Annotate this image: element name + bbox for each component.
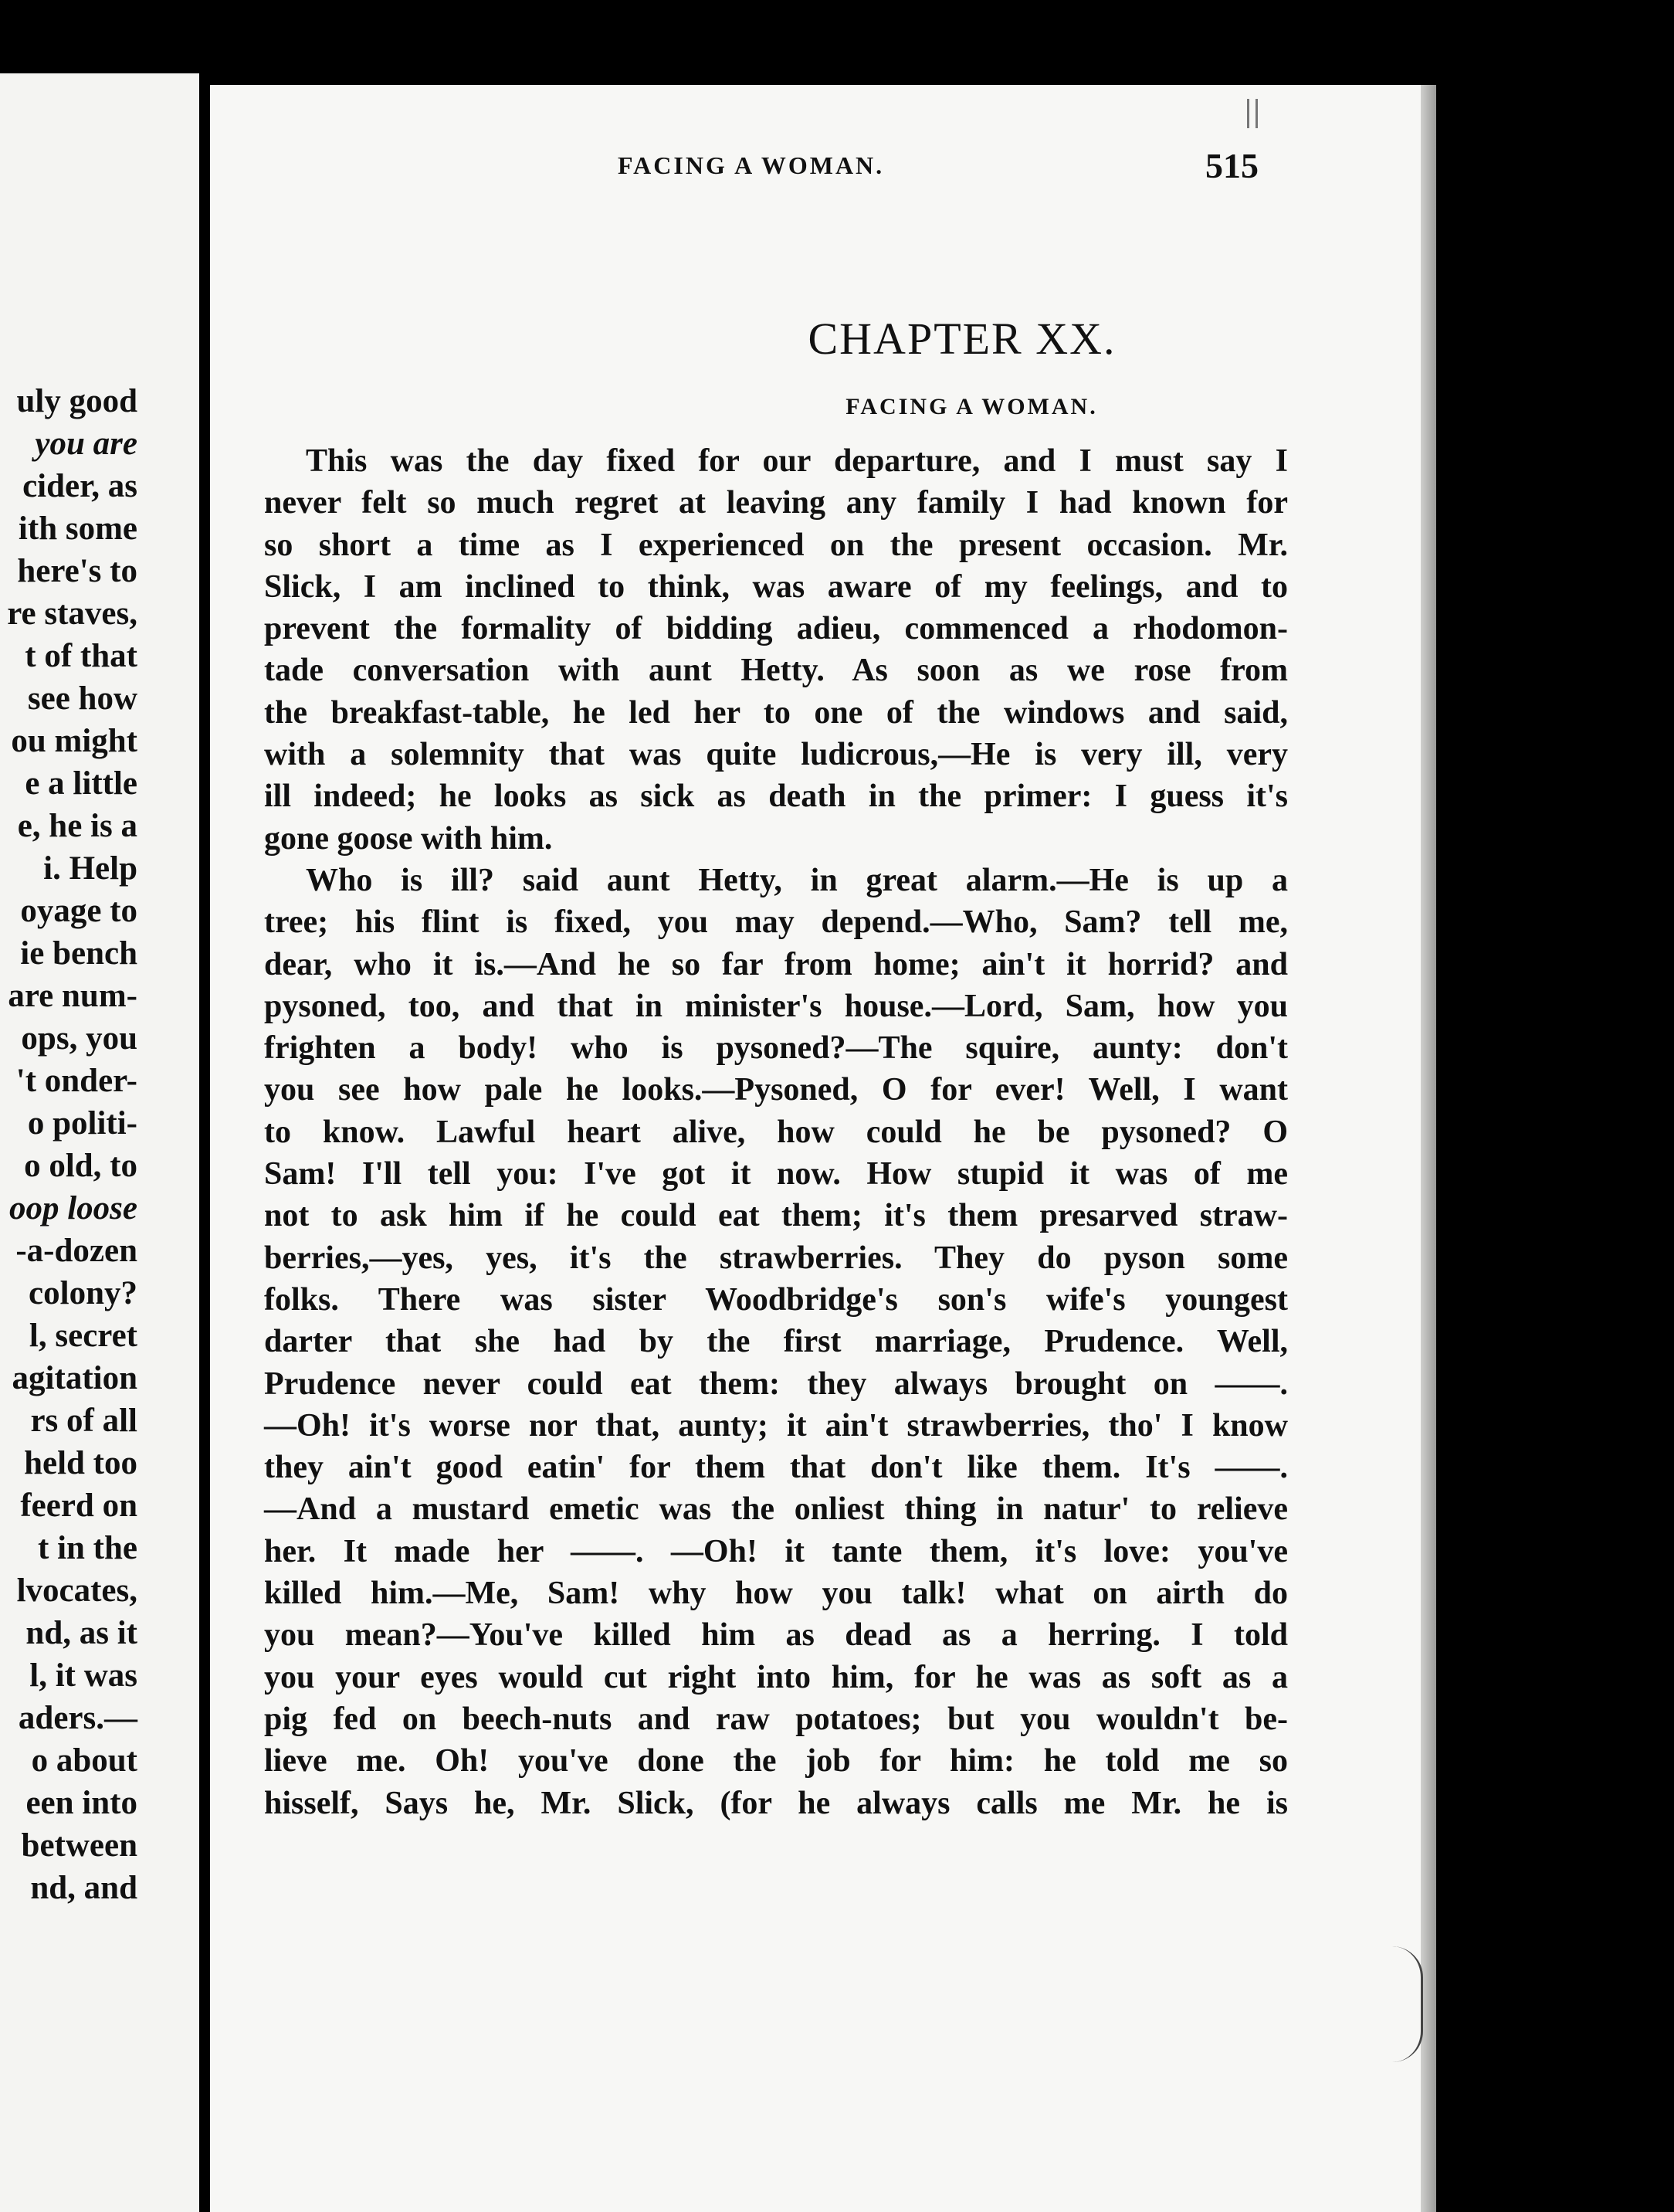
left-page-line: 't onder- bbox=[15, 1063, 137, 1099]
text-line: lieve me. Oh! you've done the job for him: he told me so bbox=[264, 1743, 1288, 1779]
left-page-line: you are bbox=[35, 426, 137, 462]
left-page-line: o old, to bbox=[24, 1148, 137, 1184]
left-page-line: oop loose bbox=[8, 1190, 137, 1226]
left-page-line: aders.— bbox=[18, 1700, 137, 1736]
text-line: her. It made her ——. —Oh! it tante them, it's love: you've bbox=[264, 1533, 1288, 1569]
page-mark bbox=[1247, 99, 1258, 128]
text-line: gone goose with him. bbox=[264, 820, 553, 857]
text-line: tree; his flint is fixed, you may depend.—Who, Sam? tell me, bbox=[264, 904, 1288, 941]
left-page-line: agitation bbox=[12, 1360, 137, 1396]
text-line: pig fed on beech-nuts and raw potatoes; but you wouldn't be- bbox=[264, 1701, 1288, 1737]
page-number: 515 bbox=[1205, 146, 1259, 185]
text-line: dear, who it is.—And he so far from home; ain't it horrid? and bbox=[264, 946, 1288, 982]
left-page-line: t in the bbox=[38, 1530, 137, 1566]
left-page-line: ops, you bbox=[21, 1020, 137, 1057]
body-text bbox=[264, 440, 1288, 1824]
left-page-line: cider, as bbox=[22, 468, 137, 504]
left-page-line: are num- bbox=[8, 978, 137, 1014]
left-page-line: l, secret bbox=[29, 1318, 137, 1354]
left-page-line: t of that bbox=[25, 638, 137, 674]
left-page-line: held too bbox=[24, 1445, 137, 1481]
left-page-line: uly good bbox=[16, 383, 137, 419]
text-line: not to ask him if he could eat them; it's them presarved straw- bbox=[264, 1198, 1288, 1234]
text-line: you see how pale he looks.—Pysoned, O for ever! Well, I want bbox=[264, 1072, 1288, 1108]
text-line: frighten a body! who is pysoned?—The squire, aunty: don't bbox=[264, 1030, 1288, 1067]
text-line: berries,—yes, yes, it's the strawberries. They do pyson some bbox=[264, 1240, 1288, 1276]
left-page-line: l, it was bbox=[29, 1657, 137, 1694]
text-line: so short a time as I experienced on the present occasion. Mr. bbox=[264, 527, 1288, 563]
text-line: Sam! I'll tell you: I've got it now. How stupid it was of me bbox=[264, 1156, 1288, 1193]
left-page-line: -a-dozen bbox=[15, 1233, 137, 1269]
left-page-line: lvocates, bbox=[16, 1572, 137, 1609]
left-page-line: e a little bbox=[25, 765, 137, 802]
left-page-line: o politi- bbox=[27, 1105, 137, 1142]
chapter-subtitle: FACING A WOMAN. bbox=[845, 394, 1098, 419]
left-page-line: o about bbox=[31, 1742, 137, 1779]
margin-mark bbox=[1390, 1946, 1423, 2062]
left-page-line: nd, and bbox=[30, 1870, 137, 1906]
chapter-title: CHAPTER XX. bbox=[808, 314, 1117, 364]
running-title: FACING A WOMAN. bbox=[618, 151, 885, 179]
left-page-line: een into bbox=[25, 1785, 137, 1821]
running-head bbox=[409, 145, 1259, 192]
text-line: —And a mustard emetic was the onliest thing in natur' to relieve bbox=[264, 1491, 1288, 1528]
text-line: folks. There was sister Woodbridge's son's wife's youngest bbox=[264, 1281, 1288, 1318]
left-page-line: here's to bbox=[17, 553, 137, 589]
text-line: This was the day fixed for our departure, and I must say I bbox=[306, 443, 1288, 479]
left-page-line: between bbox=[21, 1827, 137, 1864]
left-page-line: ith some bbox=[18, 511, 137, 547]
text-line: you mean?—You've killed him as dead as a herring. I told bbox=[264, 1617, 1288, 1654]
text-line: prevent the formality of bidding adieu, commenced a rhodomon- bbox=[264, 611, 1288, 647]
left-page-line: ie bench bbox=[20, 935, 137, 972]
text-line: Prudence never could eat them: they always brought on ——. bbox=[264, 1366, 1288, 1402]
left-page-line: feerd on bbox=[20, 1488, 137, 1524]
text-line: with a solemnity that was quite ludicrous,—He is very ill, very bbox=[264, 737, 1288, 773]
text-line: ill indeed; he looks as sick as death in the primer: I guess it's bbox=[264, 779, 1288, 815]
text-line: hisself, Says he, Mr. Slick, (for he always calls me Mr. he is bbox=[264, 1785, 1288, 1821]
left-page-line: ou might bbox=[11, 723, 137, 759]
left-page bbox=[0, 73, 199, 2212]
text-line: the breakfast-table, he led her to one of the windows and said, bbox=[264, 694, 1288, 731]
text-line: never felt so much regret at leaving any family I had known for bbox=[264, 485, 1288, 521]
left-page-line: colony? bbox=[29, 1275, 137, 1311]
left-page-line: nd, as it bbox=[25, 1615, 137, 1651]
left-page-line: see how bbox=[27, 680, 137, 717]
left-page-text bbox=[7, 380, 137, 1909]
left-page-line: re staves, bbox=[7, 595, 137, 632]
text-line: Slick, I am inclined to think, was aware of my feelings, and to bbox=[264, 568, 1288, 605]
left-page-line: e, he is a bbox=[17, 808, 137, 844]
text-line: —Oh! it's worse nor that, aunty; it ain't strawberries, tho' I know bbox=[264, 1407, 1288, 1444]
left-page-line: oyage to bbox=[20, 893, 137, 929]
text-line: killed him.—Me, Sam! why how you talk! what on airth do bbox=[264, 1576, 1288, 1612]
text-line: Who is ill? said aunt Hetty, in great alarm.—He is up a bbox=[306, 862, 1288, 898]
text-line: darter that she had by the first marriage, Prudence. Well, bbox=[264, 1324, 1288, 1360]
text-line: you your eyes would cut right into him, for he was as soft as a bbox=[264, 1659, 1288, 1695]
text-line: they ain't good eatin' for them that don't like them. It's ——. bbox=[264, 1450, 1288, 1486]
left-page-line: i. Help bbox=[43, 850, 137, 887]
text-line: tade conversation with aunt Hetty. As soon as we rose from bbox=[264, 653, 1288, 689]
text-line: to know. Lawful heart alive, how could he be pysoned? O bbox=[264, 1114, 1288, 1150]
text-line: pysoned, too, and that in minister's house.—Lord, Sam, how you bbox=[264, 988, 1288, 1024]
left-page-line: rs of all bbox=[30, 1403, 137, 1439]
